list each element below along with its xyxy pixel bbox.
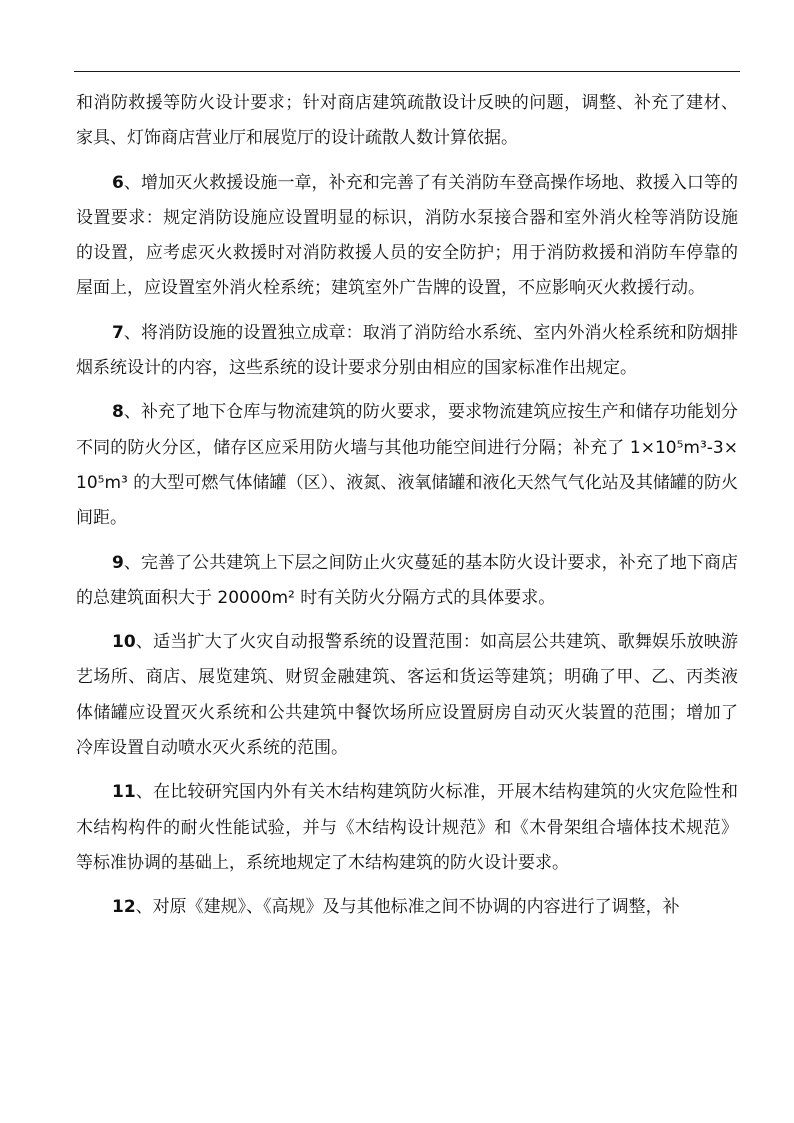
paragraph-text: 、将消防设施的设置独立成章：取消了消防给水系统、室内外消火栓系统和防烟排烟系统设计的内容，这些系统的设计要求分别由相应的国家标准作出规定。 (76, 322, 738, 379)
document-body (76, 86, 738, 926)
paragraph-text: 、增加灭火救援设施一章，补充和完善了有关消防车登高操作场地、救援入口等的设置要求：规定消防设施应设置明显的标识，消防水泵接合器和室外消火栓等消防设施的设置，应考虑灭火救援时对消防救援人员的安全防护；用于消防救援和消防车停靠的屋面上，应设置室外消火栓系统；建筑室外广告牌的设置，不应影响灭火救援行动。 (76, 172, 738, 299)
paragraph (76, 395, 738, 536)
paragraph (76, 775, 738, 881)
paragraph-text: 和消防救援等防火设计要求；针对商店建筑疏散设计反映的问题，调整、补充了建材、家具、灯饰商店营业厅和展览厅的设计疏散人数计算依据。 (76, 93, 738, 149)
paragraph-text: 、完善了公共建筑上下层之间防止火灾蔓延的基本防火设计要求，补充了地下商店的总建筑面积大于 20000m² 时有关防火分隔方式的具体要求。 (76, 552, 738, 608)
paragraph-number: 11 (112, 782, 136, 803)
paragraph (76, 166, 738, 307)
paragraph-number: 7 (112, 322, 124, 343)
paragraph (76, 86, 738, 157)
paragraph (76, 546, 738, 617)
paragraph-text: 、适当扩大了火灾自动报警系统的设置范围：如高层公共建筑、歌舞娱乐放映游艺场所、商店、展览建筑、财贸金融建筑、客运和货运等建筑；明确了甲、乙、丙类液体储罐应设置灭火系统和公共建筑中餐饮场所应设置厨房自动灭火装置的范围；增加了冷库设置自动喷水灭火系统的范围。 (76, 632, 738, 759)
paragraph-number: 12 (112, 897, 136, 918)
paragraph-number: 9 (112, 552, 124, 573)
paragraph (76, 316, 738, 387)
paragraph-number: 8 (112, 402, 124, 423)
paragraph (76, 625, 738, 766)
paragraph-text: 、对原《建规》、《高规》及与其他标准之间不协调的内容进行了调整，补 (135, 897, 680, 918)
paragraph-number: 6 (112, 172, 124, 193)
paragraph-text: 、在比较研究国内外有关木结构建筑防火标准，开展木结构建筑的火灾危险性和木结构构件的耐火性能试验，并与《木结构设计规范》和《木骨架组合墙体技术规范》等标准协调的基础上，系统地规定了木结构建筑的防火设计要求。 (76, 782, 738, 873)
paragraph-number: 10 (112, 632, 136, 653)
header-rule (74, 71, 740, 72)
paragraph (76, 890, 738, 925)
paragraph-text: 、补充了地下仓库与物流建筑的防火要求，要求物流建筑应按生产和储存功能划分不同的防火分区，储存区应采用防火墙与其他功能空间进行分隔；补充了 1×10⁵m³-3×10⁵m³ 的大型可燃气体储罐（区）、液氮、液氧储罐和液化天然气气化站及其储罐的防火间距。 (76, 402, 738, 529)
